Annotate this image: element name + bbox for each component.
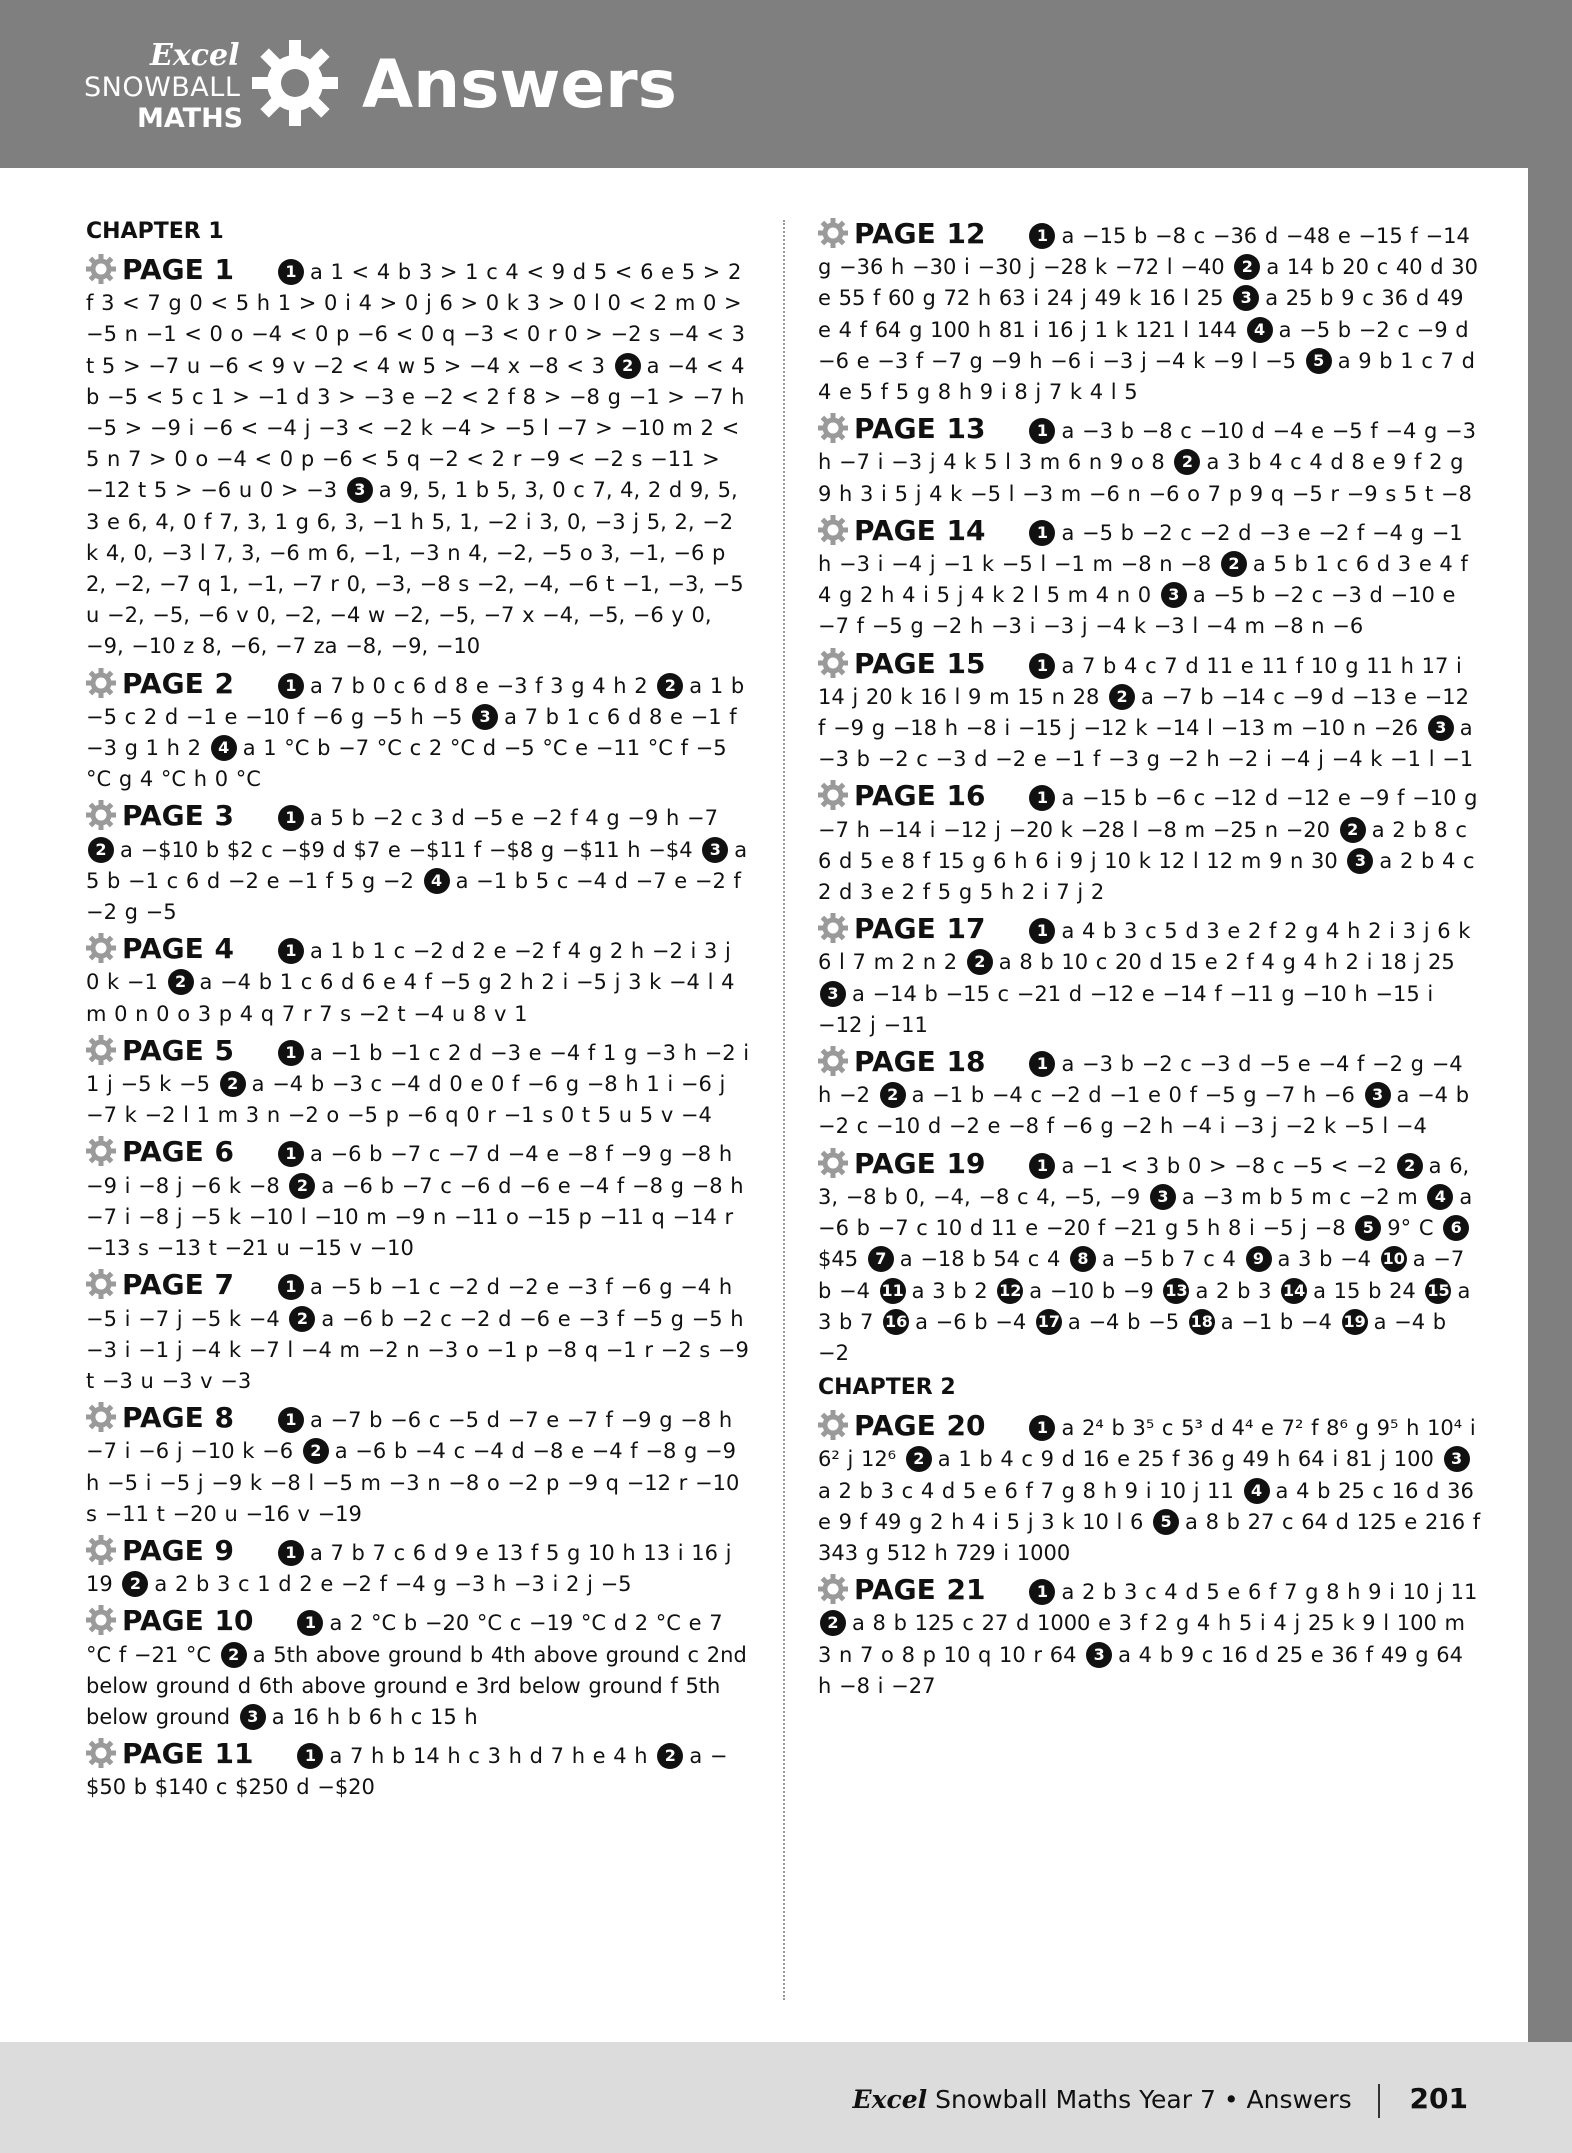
right-edge-bar (1528, 168, 1572, 2042)
answer-text: a 9, 5, 1 b 5, 3, 0 c 7, 4, 2 d 9, 5, 3 e 6, 4, 0 f 7, 3, 1 g 6, 3, −1 h 5, 1, −2 i 3, 0, −3 j 5, 2, −2 k 4, 0, −3 l 7, 3, −6 m 6, −1, −3 n 4, −2, −5 o 3, −1, −6 p 2, −2, −7 q 1, −1, −7 r 0, −3, −8 s −2, −4, −6 t −1, −3, −5 u −2, −5, −6 v 0, −2, −4 w −2, −5, −7 x −4, −5, −6 y 0, −9, −10 z 8, −6, −7 za −8, −9, −10 (86, 478, 744, 659)
question-number-badge: 1 (278, 1540, 304, 1566)
answer-text: a 2 b 3 (1195, 1278, 1272, 1303)
question-number-badge: 2 (88, 837, 114, 863)
question-number-badge: 1 (278, 1407, 304, 1433)
question-number-badge: 2 (1397, 1153, 1423, 1179)
question-number-badge: 1 (1029, 1153, 1055, 1179)
page-heading (86, 1604, 253, 1637)
logo-maths-text: MATHS (137, 103, 244, 134)
page-answer-block (86, 254, 750, 663)
gear-icon (86, 1402, 116, 1432)
answer-text: a −3 b −2 c −3 d −5 e −4 f −2 g −4 h −2 (818, 1052, 1463, 1108)
answer-text: a 3 b 2 (911, 1278, 988, 1303)
question-number-badge: 9 (1246, 1246, 1272, 1272)
answer-text: a −7 b −6 c −5 d −7 e −7 f −9 g −8 h −7 i −6 j −10 k −6 (86, 1408, 733, 1464)
logo-snowball-text: SNOWBALL (84, 72, 241, 103)
question-number-badge: 1 (1029, 785, 1055, 811)
footer-section: Answers (1246, 2085, 1352, 2114)
page-answer-block (86, 933, 750, 1030)
page-heading (86, 253, 234, 286)
page-heading (818, 779, 985, 812)
answer-text: a 7 h b 14 h c 3 h d 7 h e 4 h (329, 1744, 648, 1769)
gear-icon (86, 933, 116, 963)
page-heading-label: PAGE 11 (122, 1737, 254, 1771)
question-number-badge: 2 (1221, 551, 1247, 577)
page-heading-label: PAGE 1 (122, 253, 234, 286)
answer-text: a 7 b 7 c 6 d 9 e 13 f 5 g 10 h 13 i 16 j 19 (86, 1540, 732, 1597)
gear-icon (86, 1269, 116, 1299)
answer-text: a −4 b −5 (1067, 1309, 1180, 1334)
question-number-badge: 2 (289, 1173, 315, 1199)
page-heading-label: PAGE 3 (122, 799, 234, 833)
answer-text: a −15 b −6 c −12 d −12 e −9 f −10 g −7 h −14 i −12 j −20 k −28 l −8 m −25 n −20 (818, 786, 1478, 842)
page-heading (818, 1045, 985, 1078)
answer-text: a 1 b −5 c 2 d −1 e −10 f −6 g −5 h −5 (86, 673, 745, 729)
answer-text: a −18 b 54 c 4 (899, 1247, 1061, 1272)
gear-icon (818, 218, 848, 248)
question-number-badge: 1 (1029, 223, 1055, 249)
question-number-badge: 5 (1306, 348, 1332, 374)
answer-text: a 25 b 9 c 36 d 49 e 4 f 64 g 100 h 81 i 16 j 1 k 121 l 144 (818, 286, 1464, 342)
answer-text: a 1 b 4 c 9 d 16 e 25 f 36 g 49 h 64 i 81 j 100 (937, 1447, 1434, 1472)
footer-brand: Excel (852, 2085, 928, 2114)
question-number-badge: 3 (240, 1704, 266, 1730)
page-answer-block (86, 668, 750, 796)
question-number-badge: 10 (1381, 1246, 1407, 1272)
page-answer-block (818, 515, 1482, 643)
answer-text: a −6 b −7 c 10 d 11 e −20 f −21 g 5 h 8 i −5 j −8 (818, 1184, 1473, 1241)
answer-text: a 3 b 4 c 4 d 8 e 9 f 2 g 9 h 3 i 5 j 4 k −5 l −3 m −6 n −6 o 7 p 9 q −5 r −9 s 5 t −8 (818, 450, 1472, 506)
footer (0, 2042, 1572, 2153)
question-number-badge: 1 (1029, 418, 1055, 444)
question-number-badge: 8 (1070, 1246, 1096, 1272)
answer-text: a 4 b 9 c 16 d 25 e 36 f 49 g 64 h −8 i −27 (818, 1642, 1463, 1698)
page-answer-block (818, 913, 1482, 1041)
logo-excel-text: Excel (150, 38, 240, 73)
answer-text: a −5 b −2 c −3 d −10 e −7 f −5 g −2 h −3 i −3 j −4 k −3 l −4 m −8 n −6 (818, 583, 1456, 639)
page-answer-block (818, 1046, 1482, 1143)
chapter-heading: CHAPTER 2 (818, 1375, 956, 1401)
page-answer-block (86, 1136, 750, 1264)
page-heading (818, 1573, 985, 1606)
answer-text: a −6 b −2 c −2 d −6 e −3 f −5 g −5 h −3 i −1 j −4 k −7 l −4 m −2 n −3 o −1 p −8 q −1 r −2 s −9 t −3 u −3 v −3 (86, 1306, 749, 1393)
question-number-badge: 3 (1150, 1184, 1176, 1210)
gear-icon (86, 1605, 116, 1635)
answer-text: a −4 b −2 (818, 1309, 1447, 1365)
page-heading (86, 932, 234, 965)
question-number-badge: 12 (997, 1278, 1023, 1304)
question-number-badge: 1 (1029, 1579, 1055, 1605)
answer-text: a −5 b 7 c 4 (1102, 1247, 1236, 1272)
question-number-badge: 3 (1347, 848, 1373, 874)
answer-text: a 2 °C b −20 °C c −19 °C d 2 °C e 7 °C f −21 °C (86, 1611, 723, 1667)
page-heading-label: PAGE 20 (854, 1409, 986, 1443)
page-heading (86, 799, 234, 832)
question-number-badge: 1 (278, 805, 304, 831)
page-number: 201 (1409, 2082, 1468, 2115)
answer-text: a 15 b 24 (1313, 1278, 1416, 1303)
page-answer-block (86, 1402, 750, 1530)
page-answer-block (818, 1410, 1482, 1569)
gear-icon (86, 1035, 116, 1065)
question-number-badge: 6 (1443, 1215, 1469, 1241)
answer-text: a −$50 b $140 c $250 d −$20 (86, 1744, 728, 1800)
page-heading-label: PAGE 10 (122, 1604, 254, 1638)
question-number-badge: 4 (1244, 1478, 1270, 1504)
question-number-badge: 2 (289, 1306, 315, 1332)
page-heading-label: PAGE 12 (854, 217, 986, 250)
footer-book-title: Snowball Maths Year 7 (935, 2085, 1216, 2114)
snowball-gear-icon (250, 38, 340, 128)
gear-icon (818, 913, 848, 943)
question-number-badge: 3 (472, 704, 498, 730)
answer-text: a 1 °C b −7 °C c 2 °C d −5 °C e −11 °C f −5 °C g 4 °C h 0 °C (86, 736, 727, 792)
answer-text: a −14 b −15 c −21 d −12 e −14 f −11 g −10 h −15 i −12 j −11 (818, 981, 1434, 1037)
page-answer-block (818, 648, 1482, 776)
gear-icon (86, 668, 116, 698)
answer-text: a −4 < 4 b −5 < 5 c 1 > −1 d 3 > −3 e −2 < 2 f 8 > −8 g −1 > −7 h −5 > −9 i −6 < −4 j −3 < −2 k −4 > −5 l −7 > −10 m 2 < 5 n 7 > 0 o −4 < 0 p −6 < 5 q −2 < 2 r −9 < −2 s −11 > −12 t 5 > −6 u 0 > −3 (86, 353, 745, 503)
question-number-badge: 5 (1153, 1509, 1179, 1535)
page-answer-block (818, 218, 1482, 408)
answer-text: a −6 b −7 c −6 d −6 e −4 f −8 g −8 h −7 i −8 j −5 k −10 l −10 m −9 n −11 o −15 p −11 q −14 r −13 s −13 t −21 u −15 v −10 (86, 1173, 744, 1261)
page-heading (818, 1147, 985, 1180)
answer-text: a 1 < 4 b 3 > 1 c 4 < 9 d 5 < 6 e 5 > 2 f 3 < 7 g 0 < 5 h 1 > 0 i 4 > 0 j 6 > 0 k 3 > 0 l 0 < 2 m 0 > −5 n −1 < 0 o −4 < 0 p −6 < 0 q −3 < 0 r 0 > −2 s −4 < 3 t 5 > −7 u −6 < 9 v −2 < 4 w 5 > −4 x −8 < 3 (86, 260, 746, 378)
footer-separator (1378, 2084, 1380, 2118)
page-answer-block (86, 1535, 750, 1600)
answer-text: a 3 b 7 (818, 1278, 1471, 1334)
question-number-badge: 4 (1427, 1184, 1453, 1210)
page-heading (818, 217, 985, 250)
answer-text: a −5 b −2 c −9 d −6 e −3 f −7 g −9 h −6 i −3 j −4 k −9 l −5 (818, 317, 1469, 373)
answer-text: a 2⁴ b 3⁵ c 5³ d 4⁴ e 7² f 8⁶ g 9⁵ h 10⁴ i 6² j 12⁶ (818, 1416, 1476, 1472)
question-number-badge: 2 (122, 1571, 148, 1597)
answer-text: a −7 b −4 (818, 1247, 1465, 1303)
answer-text: a −1 b −4 c −2 d −1 e 0 f −5 g −7 h −6 (911, 1083, 1355, 1108)
page-answer-block (86, 1605, 750, 1733)
answer-text: a −1 b −4 (1220, 1309, 1332, 1334)
question-number-badge: 4 (1247, 317, 1273, 343)
gear-icon (86, 1136, 116, 1166)
answer-text: a −1 b −1 c 2 d −3 e −4 f 1 g −3 h −2 i 1 j −5 k −5 (86, 1040, 750, 1097)
question-number-badge: 1 (1029, 1415, 1055, 1441)
question-number-badge: 3 (1086, 1642, 1112, 1668)
question-number-badge: 3 (1233, 285, 1259, 311)
page-heading (818, 647, 985, 680)
answers-column-left (86, 218, 750, 1809)
answer-text: a −10 b −9 (1029, 1278, 1154, 1303)
question-number-badge: 11 (880, 1278, 906, 1304)
page-answer-block (86, 1035, 750, 1132)
page-heading (818, 912, 985, 945)
answer-text: a −6 b −7 c −7 d −4 e −8 f −9 g −8 h −9 i −8 j −6 k −8 (86, 1142, 733, 1198)
question-number-badge: 2 (1109, 684, 1135, 710)
gear-icon (818, 1574, 848, 1604)
question-number-badge: 2 (615, 353, 641, 379)
question-number-badge: 1 (297, 1743, 323, 1769)
answer-text: a 2 b 3 c 4 d 5 e 6 f 7 g 8 h 9 i 10 j 11 (1061, 1580, 1478, 1605)
question-number-badge: 19 (1342, 1309, 1368, 1335)
question-number-badge: 2 (967, 949, 993, 975)
page-heading (86, 1135, 234, 1168)
page-heading (86, 1534, 234, 1567)
answer-text: a −4 b −3 c −4 d 0 e 0 f −6 g −8 h 1 i −6 j −7 k −2 l 1 m 3 n −2 o −5 p −6 q 0 r −1 s 0 t 5 u 5 v −4 (86, 1072, 726, 1128)
answer-text: a −3 m b 5 m c −2 m (1181, 1184, 1418, 1209)
question-number-badge: 3 (820, 981, 846, 1007)
answer-text: a −4 b 1 c 6 d 6 e 4 f −5 g 2 h 2 i −5 j 3 k −4 l 4 m 0 n 0 o 3 p 4 q 7 r 7 s −2 t −4 u 8 v 1 (86, 970, 735, 1026)
question-number-badge: 2 (880, 1082, 906, 1108)
question-number-badge: 2 (220, 1071, 246, 1097)
page-heading-label: PAGE 21 (854, 1573, 986, 1607)
answer-text: a −$10 b $2 c −$9 d $7 e −$11 f −$8 g −$11 h −$4 (120, 837, 693, 862)
question-number-badge: 2 (657, 1743, 683, 1769)
question-number-badge: 13 (1163, 1278, 1189, 1304)
question-number-badge: 3 (1161, 582, 1187, 608)
page-heading-label: PAGE 16 (854, 779, 986, 813)
gear-icon (818, 1410, 848, 1440)
answer-text: a −1 < 3 b 0 > −8 c −5 < −2 (1061, 1153, 1387, 1178)
header-banner (0, 0, 1572, 168)
gear-icon (818, 780, 848, 810)
question-number-badge: 2 (657, 673, 683, 699)
page-answer-block (86, 1738, 750, 1803)
page-heading (86, 1268, 234, 1301)
gear-icon (86, 800, 116, 830)
question-number-badge: 3 (702, 837, 728, 863)
chapter-heading: CHAPTER 1 (86, 219, 224, 244)
question-number-badge: 5 (1355, 1215, 1381, 1241)
question-number-badge: 2 (1174, 449, 1200, 475)
column-divider (783, 220, 785, 2000)
gear-icon (818, 515, 848, 545)
answer-text: a 8 b 125 c 27 d 1000 e 3 f 2 g 4 h 5 i 4 j 25 k 9 l 100 m 3 n 7 o 8 p 10 q 10 r 64 (818, 1611, 1465, 1667)
question-number-badge: 2 (1340, 817, 1366, 843)
question-number-badge: 2 (221, 1642, 247, 1668)
answer-text: a 8 b 27 c 64 d 125 e 216 f 343 g 512 h 729 i 1000 (818, 1509, 1481, 1565)
page-heading-label: PAGE 6 (122, 1135, 234, 1169)
question-number-badge: 1 (278, 259, 304, 285)
question-number-badge: 2 (906, 1446, 932, 1472)
question-number-badge: 1 (278, 1274, 304, 1300)
answer-text: a 14 b 20 c 40 d 30 e 55 f 60 g 72 h 63 i 24 j 49 k 16 l 25 (818, 255, 1479, 311)
question-number-badge: 2 (168, 969, 194, 995)
page-heading-label: PAGE 13 (854, 412, 986, 446)
page-heading (86, 1737, 253, 1770)
page-heading (86, 667, 234, 700)
answer-text: a −15 b −8 c −36 d −48 e −15 f −14 g −36 h −30 i −30 j −28 k −72 l −40 (818, 224, 1470, 280)
question-number-badge: 2 (820, 1610, 846, 1636)
answer-text: a 8 b 10 c 20 d 15 e 2 f 4 g 4 h 2 i 18 j 25 (998, 950, 1455, 975)
answer-text: a −3 b −8 c −10 d −4 e −5 f −4 g −3 h −7 i −3 j 4 k 5 l 3 m 6 n 9 o 8 (818, 419, 1477, 475)
page-heading-label: PAGE 15 (854, 646, 986, 680)
page-answer-block (818, 780, 1482, 908)
answer-text: a 3 b −4 (1277, 1247, 1372, 1272)
question-number-badge: 16 (883, 1309, 909, 1335)
answer-text: a 2 b 3 c 4 d 5 e 6 f 7 g 8 h 9 i 10 j 11 (818, 1478, 1234, 1503)
gear-icon (86, 254, 116, 284)
question-number-badge: 3 (1428, 715, 1454, 741)
answer-text: a 4 b 3 c 5 d 3 e 2 f 2 g 4 h 2 i 3 j 6 k 6 l 7 m 2 n 2 (818, 919, 1471, 975)
question-number-badge: 7 (868, 1246, 894, 1272)
answer-text: a 5th above ground b 4th above ground c 2nd below ground d 6th above ground e 3rd below ground f 5th below ground (86, 1642, 747, 1729)
answer-text: a −6 b −4 (915, 1309, 1027, 1334)
answer-text: a 6, 3, −8 b 0, −4, −8 c 4, −5, −9 (818, 1153, 1470, 1209)
answer-text: a 5 b −1 c 6 d −2 e −1 f 5 g −2 (86, 837, 748, 893)
answer-text: a 7 b 0 c 6 d 8 e −3 f 3 g 4 h 2 (309, 673, 648, 698)
answer-text: a −4 b −2 c −10 d −2 e −8 f −6 g −2 h −4 i −3 j −2 k −5 l −4 (818, 1083, 1470, 1139)
answer-text: a −3 b −2 c −3 d −2 e −1 f −3 g −2 h −2 i −4 j −4 k −1 l −1 (818, 716, 1474, 772)
question-number-badge: 1 (278, 673, 304, 699)
answer-text: a 4 b 25 c 16 d 36 e 9 f 49 g 2 h 4 i 5 j 3 k 10 l 6 (818, 1478, 1474, 1534)
gear-icon (818, 413, 848, 443)
question-number-badge: 3 (1444, 1446, 1470, 1472)
question-number-badge: 4 (424, 868, 450, 894)
answer-text: a −1 b 5 c −4 d −7 e −2 f −2 g −5 (86, 868, 741, 925)
page-heading-label: PAGE 8 (122, 1401, 234, 1435)
question-number-badge: 2 (1234, 254, 1260, 280)
gear-icon (818, 1046, 848, 1076)
question-number-badge: 1 (278, 1040, 304, 1066)
question-number-badge: 17 (1036, 1309, 1062, 1335)
question-number-badge: 18 (1189, 1309, 1215, 1335)
question-number-badge: 1 (297, 1610, 323, 1636)
gear-icon (86, 1535, 116, 1565)
page-answer-block (86, 800, 750, 928)
page-heading-label: PAGE 9 (122, 1533, 234, 1567)
question-number-badge: 4 (211, 735, 237, 761)
page-heading-label: PAGE 14 (854, 513, 986, 547)
page-title: Answers (362, 46, 677, 123)
question-number-badge: 15 (1425, 1278, 1451, 1304)
answer-text: $45 (818, 1247, 859, 1272)
answer-text: a 16 h b 6 h c 15 h (271, 1704, 478, 1729)
page-heading-label: PAGE 19 (854, 1146, 986, 1180)
page-heading-label: PAGE 18 (854, 1045, 986, 1079)
page-heading (818, 514, 985, 547)
answer-text: a −7 b −14 c −9 d −13 e −12 f −9 g −18 h −8 i −15 j −12 k −14 l −13 m −10 n −26 (818, 684, 1469, 741)
answer-text: 9° C (1387, 1216, 1434, 1241)
footer-bullet: • (1223, 2085, 1239, 2114)
page-heading-label: PAGE 4 (122, 932, 234, 966)
answer-text: a 1 b 1 c −2 d 2 e −2 f 4 g 2 h −2 i 3 j 0 k −1 (86, 939, 731, 995)
question-number-badge: 2 (303, 1438, 329, 1464)
question-number-badge: 1 (278, 938, 304, 964)
answer-text: a 9 b 1 c 7 d 4 e 5 f 5 g 8 h 9 i 8 j 7 k 4 l 5 (818, 348, 1475, 405)
page-answer-block (818, 413, 1482, 510)
answer-text: a −5 b −2 c −2 d −3 e −2 f −4 g −1 h −3 i −4 j −1 k −5 l −1 m −8 n −8 (818, 520, 1463, 577)
page-heading (86, 1034, 234, 1067)
question-number-badge: 1 (1029, 653, 1055, 679)
question-number-badge: 14 (1281, 1278, 1307, 1304)
question-number-badge: 1 (278, 1141, 304, 1167)
page-answer-block (86, 1269, 750, 1397)
answer-text: a 5 b 1 c 6 d 3 e 4 f 4 g 2 h 4 i 5 j 4 k 2 l 5 m 4 n 0 (818, 552, 1468, 608)
page-heading (86, 1401, 234, 1434)
answer-text: a 7 b 4 c 7 d 11 e 11 f 10 g 11 h 17 i 14 j 20 k 16 l 9 m 15 n 28 (818, 653, 1462, 709)
answer-text: a 2 b 8 c 6 d 5 e 8 f 15 g 6 h 6 i 9 j 10 k 12 l 12 m 9 n 30 (818, 817, 1467, 873)
page-heading-label: PAGE 7 (122, 1268, 234, 1302)
page-answer-block (818, 1574, 1482, 1702)
page-answer-block (818, 1148, 1482, 1369)
page-heading (818, 1409, 985, 1442)
answer-text: a 5 b −2 c 3 d −5 e −2 f 4 g −9 h −7 (309, 806, 718, 831)
question-number-badge: 1 (1029, 520, 1055, 546)
footer-text (853, 2082, 1468, 2118)
answer-text: a 7 b 1 c 6 d 8 e −1 f −3 g 1 h 2 (86, 704, 737, 761)
question-number-badge: 3 (1365, 1082, 1391, 1108)
answer-text: a −6 b −4 c −4 d −8 e −4 f −8 g −9 h −5 i −5 j −9 k −8 l −5 m −3 n −8 o −2 p −9 q −12 r −10 s −11 t −20 u −16 v −19 (86, 1439, 740, 1526)
question-number-badge: 1 (1029, 1051, 1055, 1077)
answer-text: a 2 b 4 c 2 d 3 e 2 f 5 g 5 h 2 i 7 j 2 (818, 848, 1475, 905)
gear-icon (86, 1738, 116, 1768)
page-heading (818, 412, 985, 445)
page-heading-label: PAGE 2 (122, 666, 234, 700)
answer-text: a −5 b −1 c −2 d −2 e −3 f −6 g −4 h −5 i −7 j −5 k −4 (86, 1275, 733, 1331)
page-heading-label: PAGE 17 (854, 912, 986, 946)
page-heading-label: PAGE 5 (122, 1033, 234, 1067)
answer-text: a 2 b 3 c 1 d 2 e −2 f −4 g −3 h −3 i 2 j −5 (154, 1572, 632, 1597)
answers-column-right (818, 218, 1482, 1707)
gear-icon (818, 648, 848, 678)
question-number-badge: 1 (1029, 918, 1055, 944)
question-number-badge: 3 (347, 477, 373, 503)
gear-icon (818, 1148, 848, 1178)
